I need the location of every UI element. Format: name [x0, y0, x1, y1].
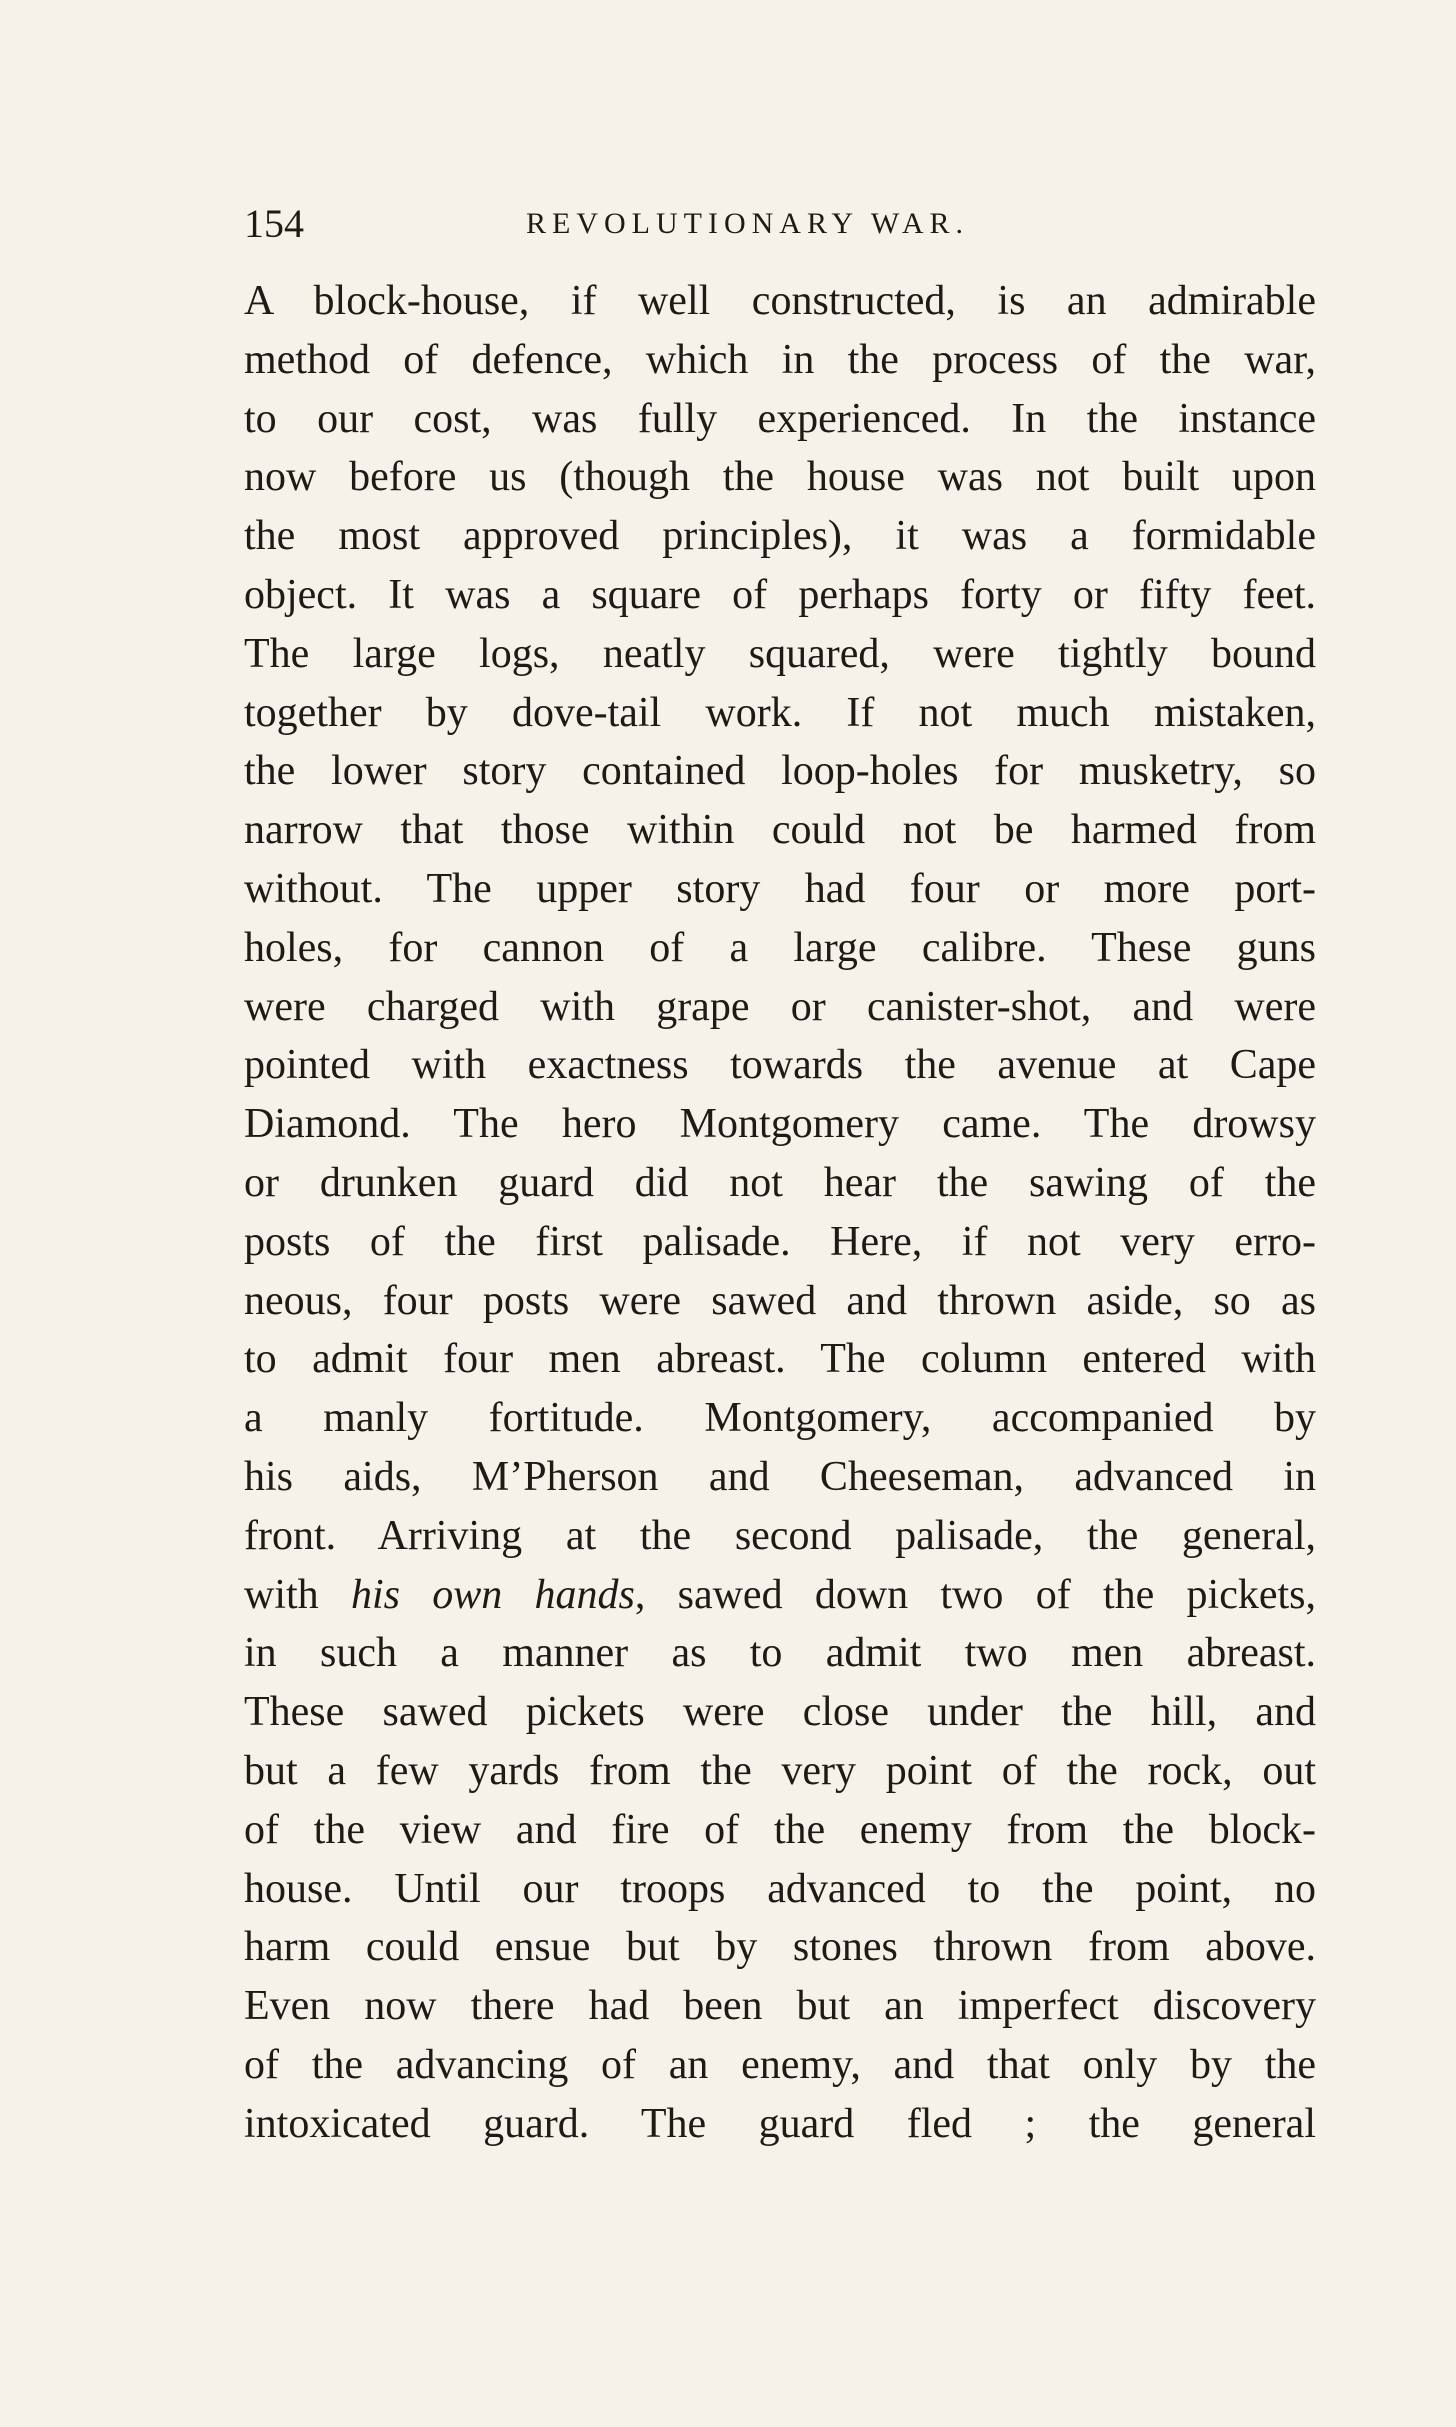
text-line: neous, four posts were sawed and thrown aside, so as: [244, 1277, 1316, 1324]
text-line: method of defence, which in the process of the war,: [244, 336, 1316, 383]
text-line: The large logs, neatly squared, were tightly bound: [244, 630, 1316, 677]
text-line: but a few yards from the very point of the rock, out: [244, 1747, 1316, 1794]
text-line: now before us (though the house was not built upon: [244, 454, 1316, 501]
text-line: narrow that those within could not be harmed from: [244, 807, 1316, 854]
text-line: posts of the first palisade. Here, if not very erro-: [244, 1218, 1316, 1265]
page-header: [244, 198, 1316, 250]
text-line: holes, for cannon of a large calibre. These guns: [244, 924, 1316, 971]
text-line: object. It was a square of perhaps forty or fifty feet.: [244, 571, 1316, 618]
text-line: his aids, M’Pherson and Cheeseman, advanced in: [244, 1453, 1316, 1500]
text-line: pointed with exactness towards the avenue at Cape: [244, 1042, 1316, 1089]
text-line: the most approved principles), it was a formidable: [244, 513, 1316, 560]
text-line: harm could ensue but by stones thrown from above.: [244, 1924, 1316, 1971]
text-line: front. Arriving at the second palisade, the general,: [244, 1512, 1316, 1559]
text-line: intoxicated guard. The guard fled ; the general: [244, 2100, 1316, 2147]
text-line: Even now there had been but an imperfect discovery: [244, 1983, 1316, 2030]
page-number: 154: [244, 201, 304, 246]
text-line: together by dove-tail work. If not much mistaken,: [244, 689, 1316, 736]
text-line: to admit four men abreast. The column entered with: [244, 1336, 1316, 1383]
text-line: to our cost, was fully experienced. In the instance: [244, 395, 1316, 442]
text-line: were charged with grape or canister-shot, and were: [244, 983, 1316, 1030]
italic-emphasis: his own hands: [350, 1571, 635, 1618]
text-line: the lower story contained loop-holes for musketry, so: [244, 748, 1316, 795]
text-line: without. The upper story had four or more port-: [244, 865, 1316, 912]
text-line-with-emphasis: [244, 1566, 1316, 1625]
text-line: of the advancing of an enemy, and that only by the: [244, 2041, 1316, 2088]
line-segment: with: [244, 1571, 351, 1618]
text-line: These sawed pickets were close under the hill, and: [244, 1689, 1316, 1736]
running-title: REVOLUTIONARY WAR.: [526, 207, 969, 240]
text-line: of the view and fire of the enemy from the block-: [244, 1806, 1316, 1853]
text-line: house. Until our troops advanced to the point, no: [244, 1865, 1316, 1912]
body-text: [244, 272, 1316, 2154]
text-line: a manly fortitude. Montgomery, accompanied by: [244, 1395, 1316, 1442]
text-line: A block-house, if well constructed, is an admirable: [244, 278, 1316, 324]
text-line: in such a manner as to admit two men abreast.: [244, 1630, 1316, 1677]
line-segment: , sawed down two of the pickets,: [634, 1571, 1316, 1618]
text-line: or drunken guard did not hear the sawing of the: [244, 1159, 1316, 1206]
text-line: Diamond. The hero Montgomery came. The drowsy: [244, 1101, 1316, 1148]
